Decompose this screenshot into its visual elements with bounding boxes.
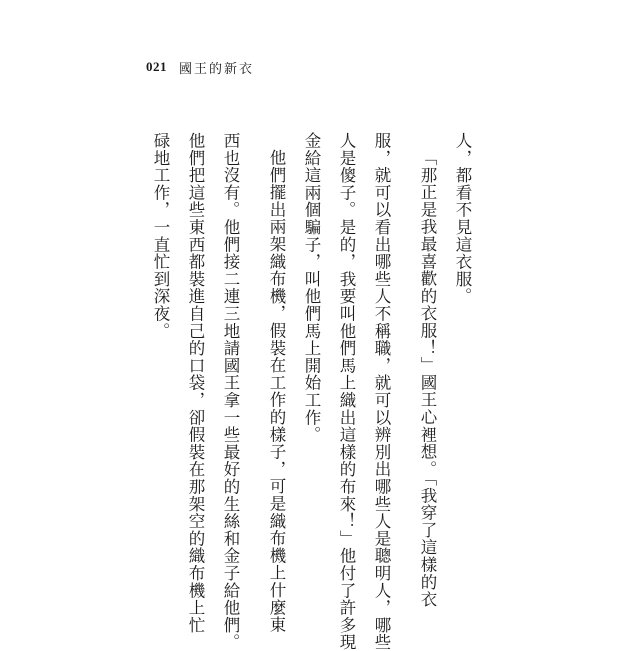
- page-number: 021: [146, 59, 167, 74]
- running-header: [146, 56, 254, 78]
- text-column-8: 他們把這些東西都裝進自己的口袋，卻假裝在那架空的織布機上忙: [186, 132, 205, 634]
- text-column-9: 碌地工作，一直忙到深夜。: [151, 132, 170, 340]
- text-column-7: 西也沒有。他們接二連三地請國王拿一些最好的生絲和金子給他們。: [221, 132, 240, 651]
- text-column-4: 人是傻子。是的，我要叫他們馬上織出這樣的布來！」他付了許多現: [337, 132, 356, 651]
- vertical-text-body: [133, 132, 472, 651]
- text-column-2: 「那正是我最喜歡的衣服！」國王心裡想。「我穿了這樣的衣: [418, 149, 437, 608]
- text-column-1: 人，都看不見這衣服。: [453, 132, 472, 305]
- text-column-3: 服，就可以看出哪些人不稱職，就可以辨別出哪些人是聰明人，哪些: [372, 132, 391, 651]
- text-column-6: 他們擺出兩架織布機，假裝在工作的樣子，可是織布機上什麼東: [267, 149, 286, 634]
- text-column-5: 金給這兩個騙子，叫他們馬上開始工作。: [302, 132, 321, 444]
- running-title: 國王的新衣: [179, 61, 255, 77]
